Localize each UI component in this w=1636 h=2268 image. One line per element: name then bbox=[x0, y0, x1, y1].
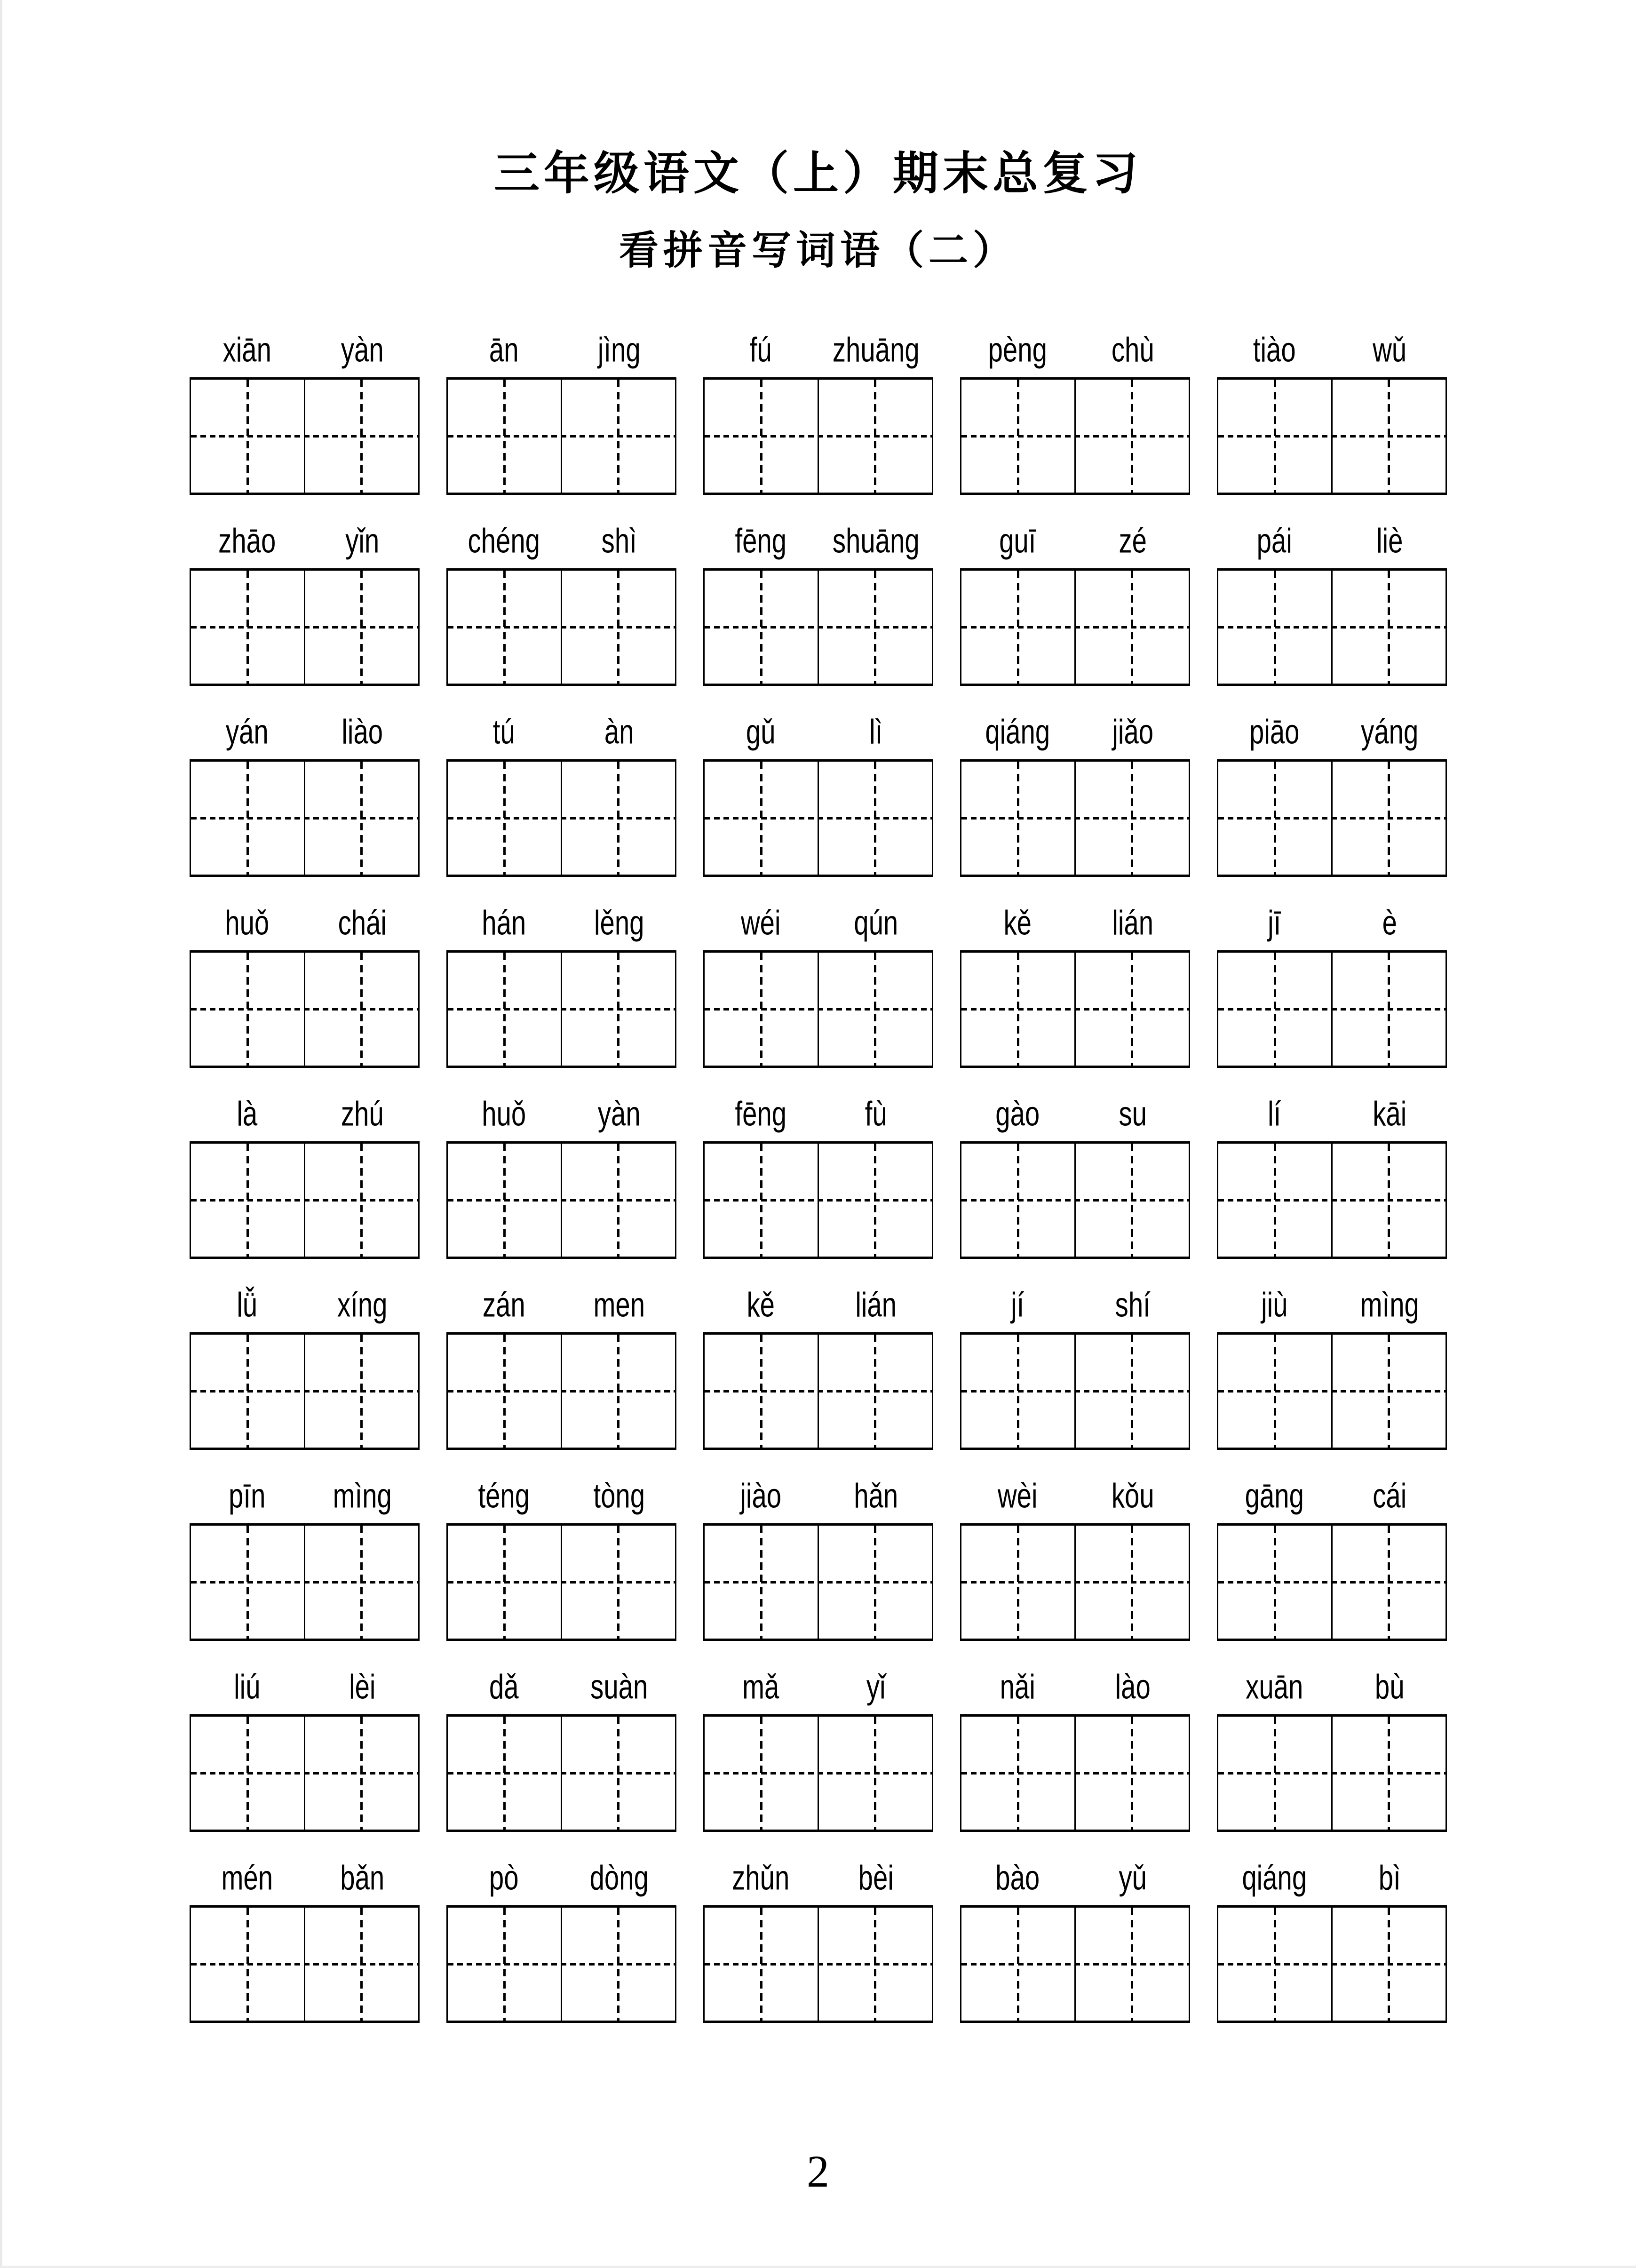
box-horizontal-guideline bbox=[448, 1199, 675, 1202]
pinyin-pair bbox=[190, 1285, 420, 1324]
pinyin-labels bbox=[190, 329, 1446, 368]
box-horizontal-guideline bbox=[191, 1581, 418, 1584]
pinyin-syllable: chái bbox=[338, 903, 387, 942]
pinyin-syllable: hán bbox=[482, 903, 526, 942]
box-horizontal-guideline bbox=[705, 817, 932, 820]
writing-boxes bbox=[190, 1141, 1446, 1259]
writing-box-pair[interactable] bbox=[960, 568, 1190, 686]
pinyin-syllable: fù bbox=[865, 1094, 887, 1133]
box-horizontal-guideline bbox=[448, 1581, 675, 1584]
writing-box-pair[interactable] bbox=[190, 1141, 420, 1259]
pinyin-syllable: yàn bbox=[597, 1094, 641, 1133]
word-row bbox=[190, 902, 1446, 1068]
box-horizontal-guideline bbox=[705, 1008, 932, 1011]
pinyin-pair bbox=[1217, 521, 1447, 560]
writing-box-pair[interactable] bbox=[960, 1905, 1190, 2023]
pinyin-pair bbox=[190, 330, 420, 369]
pinyin-syllable: lěng bbox=[594, 903, 644, 942]
pinyin-pair bbox=[960, 330, 1190, 369]
pinyin-syllable: xiān bbox=[222, 330, 271, 369]
pinyin-pair bbox=[960, 521, 1190, 560]
word-row bbox=[190, 329, 1446, 495]
pinyin-pair bbox=[446, 330, 676, 369]
pinyin-syllable: xuān bbox=[1246, 1667, 1303, 1706]
page-subtitle: 看拼音写词语（二） bbox=[619, 229, 1017, 273]
writing-box-pair[interactable] bbox=[190, 568, 420, 686]
writing-box-pair[interactable] bbox=[446, 377, 676, 495]
pinyin-pair bbox=[703, 903, 933, 942]
writing-box-pair[interactable] bbox=[1217, 1523, 1447, 1641]
pinyin-syllable: lián bbox=[855, 1285, 897, 1324]
pinyin-pair bbox=[446, 1476, 676, 1515]
pinyin-syllable: su bbox=[1119, 1094, 1147, 1133]
pinyin-syllable: bèi bbox=[858, 1858, 894, 1897]
pinyin-pair bbox=[960, 712, 1190, 751]
writing-boxes bbox=[190, 1714, 1446, 1832]
worksheet-rows bbox=[190, 329, 1446, 2048]
pinyin-pair bbox=[703, 712, 933, 751]
pinyin-pair bbox=[960, 1285, 1190, 1324]
pinyin-syllable: fēng bbox=[735, 1094, 787, 1133]
pinyin-pair bbox=[703, 1285, 933, 1324]
writing-box-pair[interactable] bbox=[190, 1905, 420, 2023]
pinyin-syllable: yán bbox=[225, 712, 269, 751]
pinyin-syllable: gào bbox=[995, 1094, 1040, 1133]
box-horizontal-guideline bbox=[961, 1390, 1189, 1393]
box-horizontal-guideline bbox=[191, 1963, 418, 1966]
pinyin-pair bbox=[960, 1667, 1190, 1706]
writing-box-pair[interactable] bbox=[703, 377, 933, 495]
pinyin-syllable: tú bbox=[492, 712, 515, 751]
pinyin-pair bbox=[1217, 330, 1447, 369]
writing-box-pair[interactable] bbox=[446, 950, 676, 1068]
writing-box-pair[interactable] bbox=[703, 950, 933, 1068]
word-row bbox=[190, 1475, 1446, 1641]
pinyin-syllable: dǎ bbox=[489, 1667, 519, 1706]
box-horizontal-guideline bbox=[1218, 1390, 1445, 1393]
pinyin-labels bbox=[190, 1093, 1446, 1132]
pinyin-pair bbox=[1217, 1285, 1447, 1324]
pinyin-syllable: pò bbox=[489, 1858, 519, 1897]
pinyin-syllable: bào bbox=[995, 1858, 1040, 1897]
pinyin-syllable: zé bbox=[1119, 521, 1147, 560]
pinyin-labels bbox=[190, 520, 1446, 559]
pinyin-syllable: téng bbox=[478, 1476, 530, 1515]
pinyin-pair bbox=[1217, 1667, 1447, 1706]
box-horizontal-guideline bbox=[191, 1199, 418, 1202]
pinyin-pair bbox=[190, 521, 420, 560]
writing-box-pair[interactable] bbox=[703, 1714, 933, 1832]
box-horizontal-guideline bbox=[961, 817, 1189, 820]
pinyin-pair bbox=[703, 521, 933, 560]
pinyin-syllable: bù bbox=[1374, 1667, 1405, 1706]
scan-edge-bottom bbox=[0, 2266, 1636, 2268]
pinyin-syllable: shì bbox=[601, 521, 637, 560]
pinyin-syllable: zhāo bbox=[218, 521, 276, 560]
box-horizontal-guideline bbox=[1218, 435, 1445, 438]
pinyin-syllable: huǒ bbox=[225, 903, 270, 942]
box-horizontal-guideline bbox=[1218, 626, 1445, 629]
pinyin-syllable: xíng bbox=[337, 1285, 387, 1324]
pinyin-syllable: mén bbox=[221, 1858, 273, 1897]
writing-box-pair[interactable] bbox=[960, 1332, 1190, 1450]
pinyin-syllable: wǔ bbox=[1372, 330, 1406, 369]
box-horizontal-guideline bbox=[448, 626, 675, 629]
writing-box-pair[interactable] bbox=[703, 1523, 933, 1641]
box-horizontal-guideline bbox=[705, 1772, 932, 1775]
box-horizontal-guideline bbox=[191, 1772, 418, 1775]
writing-box-pair[interactable] bbox=[1217, 759, 1447, 877]
pinyin-syllable: pèng bbox=[988, 330, 1047, 369]
box-horizontal-guideline bbox=[705, 626, 932, 629]
pinyin-syllable: jiǎo bbox=[1112, 712, 1153, 751]
pinyin-pair bbox=[190, 712, 420, 751]
pinyin-syllable: qiáng bbox=[985, 712, 1050, 751]
pinyin-labels bbox=[190, 902, 1446, 941]
pinyin-syllable: zán bbox=[482, 1285, 525, 1324]
writing-box-pair[interactable] bbox=[703, 759, 933, 877]
writing-box-pair[interactable] bbox=[446, 1141, 676, 1259]
pinyin-syllable: yǔ bbox=[1119, 1858, 1147, 1897]
pinyin-syllable: huǒ bbox=[482, 1094, 526, 1133]
box-horizontal-guideline bbox=[961, 1581, 1189, 1584]
writing-box-pair[interactable] bbox=[446, 568, 676, 686]
box-horizontal-guideline bbox=[705, 435, 932, 438]
pinyin-syllable: cái bbox=[1372, 1476, 1406, 1515]
writing-box-pair[interactable] bbox=[446, 1523, 676, 1641]
box-horizontal-guideline bbox=[961, 1199, 1189, 1202]
writing-box-pair[interactable] bbox=[1217, 1714, 1447, 1832]
pinyin-syllable: è bbox=[1382, 903, 1397, 942]
pinyin-syllable: zhǔn bbox=[732, 1858, 790, 1897]
box-horizontal-guideline bbox=[448, 1008, 675, 1011]
writing-box-pair[interactable] bbox=[703, 1141, 933, 1259]
word-row bbox=[190, 1093, 1446, 1259]
writing-box-pair[interactable] bbox=[190, 759, 420, 877]
pinyin-pair bbox=[1217, 1476, 1447, 1515]
pinyin-syllable: pái bbox=[1256, 521, 1292, 560]
box-horizontal-guideline bbox=[1218, 817, 1445, 820]
pinyin-syllable: bì bbox=[1378, 1858, 1401, 1897]
pinyin-syllable: fēng bbox=[735, 521, 787, 560]
pinyin-syllable: là bbox=[237, 1094, 258, 1133]
box-horizontal-guideline bbox=[448, 1772, 675, 1775]
pinyin-syllable: shí bbox=[1115, 1285, 1151, 1324]
box-horizontal-guideline bbox=[961, 626, 1189, 629]
writing-box-pair[interactable] bbox=[446, 1714, 676, 1832]
pinyin-syllable: gāng bbox=[1245, 1476, 1304, 1515]
box-horizontal-guideline bbox=[961, 1772, 1189, 1775]
pinyin-syllable: men bbox=[593, 1285, 645, 1324]
pinyin-pair bbox=[1217, 712, 1447, 751]
pinyin-syllable: lí bbox=[1268, 1094, 1281, 1133]
pinyin-syllable: bǎn bbox=[340, 1858, 384, 1897]
pinyin-syllable: mìng bbox=[1360, 1285, 1419, 1324]
pinyin-syllable: fú bbox=[749, 330, 772, 369]
pinyin-syllable: hǎn bbox=[853, 1476, 898, 1515]
pinyin-labels bbox=[190, 1857, 1446, 1896]
writing-box-pair[interactable] bbox=[960, 377, 1190, 495]
pinyin-syllable: gǔ bbox=[746, 712, 776, 751]
pinyin-syllable: lì bbox=[869, 712, 882, 751]
pinyin-syllable: jiào bbox=[740, 1476, 782, 1515]
pinyin-syllable: guī bbox=[999, 521, 1036, 560]
pinyin-pair bbox=[446, 1667, 676, 1706]
writing-box-pair[interactable] bbox=[1217, 1141, 1447, 1259]
writing-box-pair[interactable] bbox=[1217, 568, 1447, 686]
box-horizontal-guideline bbox=[191, 1390, 418, 1393]
writing-box-pair[interactable] bbox=[190, 1332, 420, 1450]
pinyin-syllable: kǒu bbox=[1111, 1476, 1154, 1515]
writing-box-pair[interactable] bbox=[960, 1523, 1190, 1641]
box-horizontal-guideline bbox=[705, 1963, 932, 1966]
pinyin-pair bbox=[446, 1858, 676, 1897]
pinyin-syllable: mìng bbox=[333, 1476, 392, 1515]
pinyin-pair bbox=[960, 1476, 1190, 1515]
pinyin-syllable: dòng bbox=[589, 1858, 649, 1897]
word-row bbox=[190, 520, 1446, 686]
pinyin-syllable: zhú bbox=[341, 1094, 384, 1133]
writing-box-pair[interactable] bbox=[960, 950, 1190, 1068]
pinyin-pair bbox=[190, 1667, 420, 1706]
writing-box-pair[interactable] bbox=[446, 1332, 676, 1450]
pinyin-syllable: tiào bbox=[1253, 330, 1296, 369]
pinyin-syllable: liú bbox=[234, 1667, 261, 1706]
pinyin-syllable: liào bbox=[341, 712, 383, 751]
writing-box-pair[interactable] bbox=[1217, 1905, 1447, 2023]
pinyin-syllable: wèi bbox=[997, 1476, 1038, 1515]
pinyin-syllable: kě bbox=[1003, 903, 1032, 942]
pinyin-syllable: qiáng bbox=[1242, 1858, 1307, 1897]
word-row bbox=[190, 1857, 1446, 2023]
pinyin-syllable: jí bbox=[1011, 1285, 1024, 1324]
box-horizontal-guideline bbox=[961, 1963, 1189, 1966]
writing-box-pair[interactable] bbox=[960, 759, 1190, 877]
page-title: 三年级语文（上）期末总复习 bbox=[494, 148, 1142, 199]
writing-boxes bbox=[190, 1523, 1446, 1641]
pinyin-pair bbox=[190, 903, 420, 942]
pinyin-pair bbox=[703, 1476, 933, 1515]
pinyin-syllable: yǐ bbox=[866, 1667, 886, 1706]
pinyin-pair bbox=[960, 1858, 1190, 1897]
pinyin-syllable: jī bbox=[1268, 903, 1281, 942]
writing-boxes bbox=[190, 377, 1446, 495]
writing-box-pair[interactable] bbox=[960, 1141, 1190, 1259]
writing-box-pair[interactable] bbox=[1217, 950, 1447, 1068]
pinyin-pair bbox=[703, 1858, 933, 1897]
writing-boxes bbox=[190, 950, 1446, 1068]
box-horizontal-guideline bbox=[1218, 1581, 1445, 1584]
pinyin-syllable: yáng bbox=[1360, 712, 1418, 751]
pinyin-syllable: piāo bbox=[1249, 712, 1300, 751]
pinyin-syllable: nǎi bbox=[1000, 1667, 1035, 1706]
pinyin-syllable: yǐn bbox=[345, 521, 379, 560]
box-horizontal-guideline bbox=[191, 1008, 418, 1011]
pinyin-pair bbox=[446, 1285, 676, 1324]
writing-box-pair[interactable] bbox=[446, 1905, 676, 2023]
pinyin-syllable: qún bbox=[853, 903, 898, 942]
writing-boxes bbox=[190, 568, 1446, 686]
pinyin-syllable: tòng bbox=[593, 1476, 645, 1515]
pinyin-pair bbox=[703, 1667, 933, 1706]
pinyin-syllable: lǚ bbox=[237, 1285, 258, 1324]
pinyin-pair bbox=[703, 330, 933, 369]
pinyin-syllable: jiù bbox=[1261, 1285, 1288, 1324]
pinyin-syllable: lián bbox=[1112, 903, 1153, 942]
pinyin-syllable: mǎ bbox=[742, 1667, 779, 1706]
pinyin-syllable: wéi bbox=[740, 903, 781, 942]
box-horizontal-guideline bbox=[705, 1199, 932, 1202]
scan-edge-left bbox=[0, 0, 2, 2268]
writing-box-pair[interactable] bbox=[1217, 377, 1447, 495]
word-row bbox=[190, 1284, 1446, 1450]
pinyin-labels bbox=[190, 1666, 1446, 1705]
writing-box-pair[interactable] bbox=[446, 759, 676, 877]
pinyin-pair bbox=[446, 712, 676, 751]
pinyin-pair bbox=[446, 903, 676, 942]
pinyin-syllable: ān bbox=[489, 330, 519, 369]
box-horizontal-guideline bbox=[961, 1008, 1189, 1011]
box-horizontal-guideline bbox=[1218, 1199, 1445, 1202]
pinyin-syllable: jìng bbox=[597, 330, 641, 369]
pinyin-syllable: àn bbox=[604, 712, 634, 751]
pinyin-pair bbox=[1217, 903, 1447, 942]
pinyin-syllable: pīn bbox=[229, 1476, 266, 1515]
box-horizontal-guideline bbox=[961, 435, 1189, 438]
word-row bbox=[190, 711, 1446, 877]
pinyin-labels bbox=[190, 711, 1446, 750]
pinyin-syllable: suàn bbox=[590, 1667, 648, 1706]
writing-box-pair[interactable] bbox=[1217, 1332, 1447, 1450]
word-row bbox=[190, 1666, 1446, 1832]
pinyin-pair bbox=[1217, 1858, 1447, 1897]
pinyin-syllable: kě bbox=[747, 1285, 775, 1324]
pinyin-syllable: liè bbox=[1376, 521, 1403, 560]
pinyin-syllable: lèi bbox=[349, 1667, 375, 1706]
page-number: 2 bbox=[807, 2146, 829, 2196]
pinyin-labels bbox=[190, 1284, 1446, 1323]
box-horizontal-guideline bbox=[191, 817, 418, 820]
writing-boxes bbox=[190, 1332, 1446, 1450]
box-horizontal-guideline bbox=[1218, 1772, 1445, 1775]
pinyin-syllable: shuāng bbox=[832, 521, 920, 560]
writing-box-pair[interactable] bbox=[703, 1332, 933, 1450]
pinyin-syllable: zhuāng bbox=[832, 330, 920, 369]
pinyin-syllable: lào bbox=[1115, 1667, 1151, 1706]
writing-box-pair[interactable] bbox=[190, 377, 420, 495]
box-horizontal-guideline bbox=[705, 1581, 932, 1584]
box-horizontal-guideline bbox=[448, 1390, 675, 1393]
writing-box-pair[interactable] bbox=[703, 1905, 933, 2023]
box-horizontal-guideline bbox=[448, 817, 675, 820]
box-horizontal-guideline bbox=[705, 1390, 932, 1393]
pinyin-pair bbox=[1217, 1094, 1447, 1133]
box-horizontal-guideline bbox=[1218, 1008, 1445, 1011]
pinyin-labels bbox=[190, 1475, 1446, 1514]
pinyin-syllable: yàn bbox=[341, 330, 384, 369]
writing-boxes bbox=[190, 759, 1446, 877]
box-horizontal-guideline bbox=[191, 626, 418, 629]
pinyin-pair bbox=[703, 1094, 933, 1133]
writing-box-pair[interactable] bbox=[703, 568, 933, 686]
pinyin-pair bbox=[446, 521, 676, 560]
writing-box-pair[interactable] bbox=[190, 1523, 420, 1641]
pinyin-syllable: chéng bbox=[468, 521, 540, 560]
pinyin-pair bbox=[960, 1094, 1190, 1133]
writing-boxes bbox=[190, 1905, 1446, 2023]
box-horizontal-guideline bbox=[191, 435, 418, 438]
box-horizontal-guideline bbox=[1218, 1963, 1445, 1966]
writing-box-pair[interactable] bbox=[190, 950, 420, 1068]
pinyin-pair bbox=[190, 1858, 420, 1897]
writing-box-pair[interactable] bbox=[190, 1714, 420, 1832]
box-horizontal-guideline bbox=[448, 435, 675, 438]
pinyin-pair bbox=[190, 1476, 420, 1515]
pinyin-syllable: chù bbox=[1111, 330, 1154, 369]
box-horizontal-guideline bbox=[448, 1963, 675, 1966]
writing-box-pair[interactable] bbox=[960, 1714, 1190, 1832]
pinyin-pair bbox=[190, 1094, 420, 1133]
pinyin-pair bbox=[446, 1094, 676, 1133]
pinyin-pair bbox=[960, 903, 1190, 942]
pinyin-syllable: kāi bbox=[1372, 1094, 1406, 1133]
